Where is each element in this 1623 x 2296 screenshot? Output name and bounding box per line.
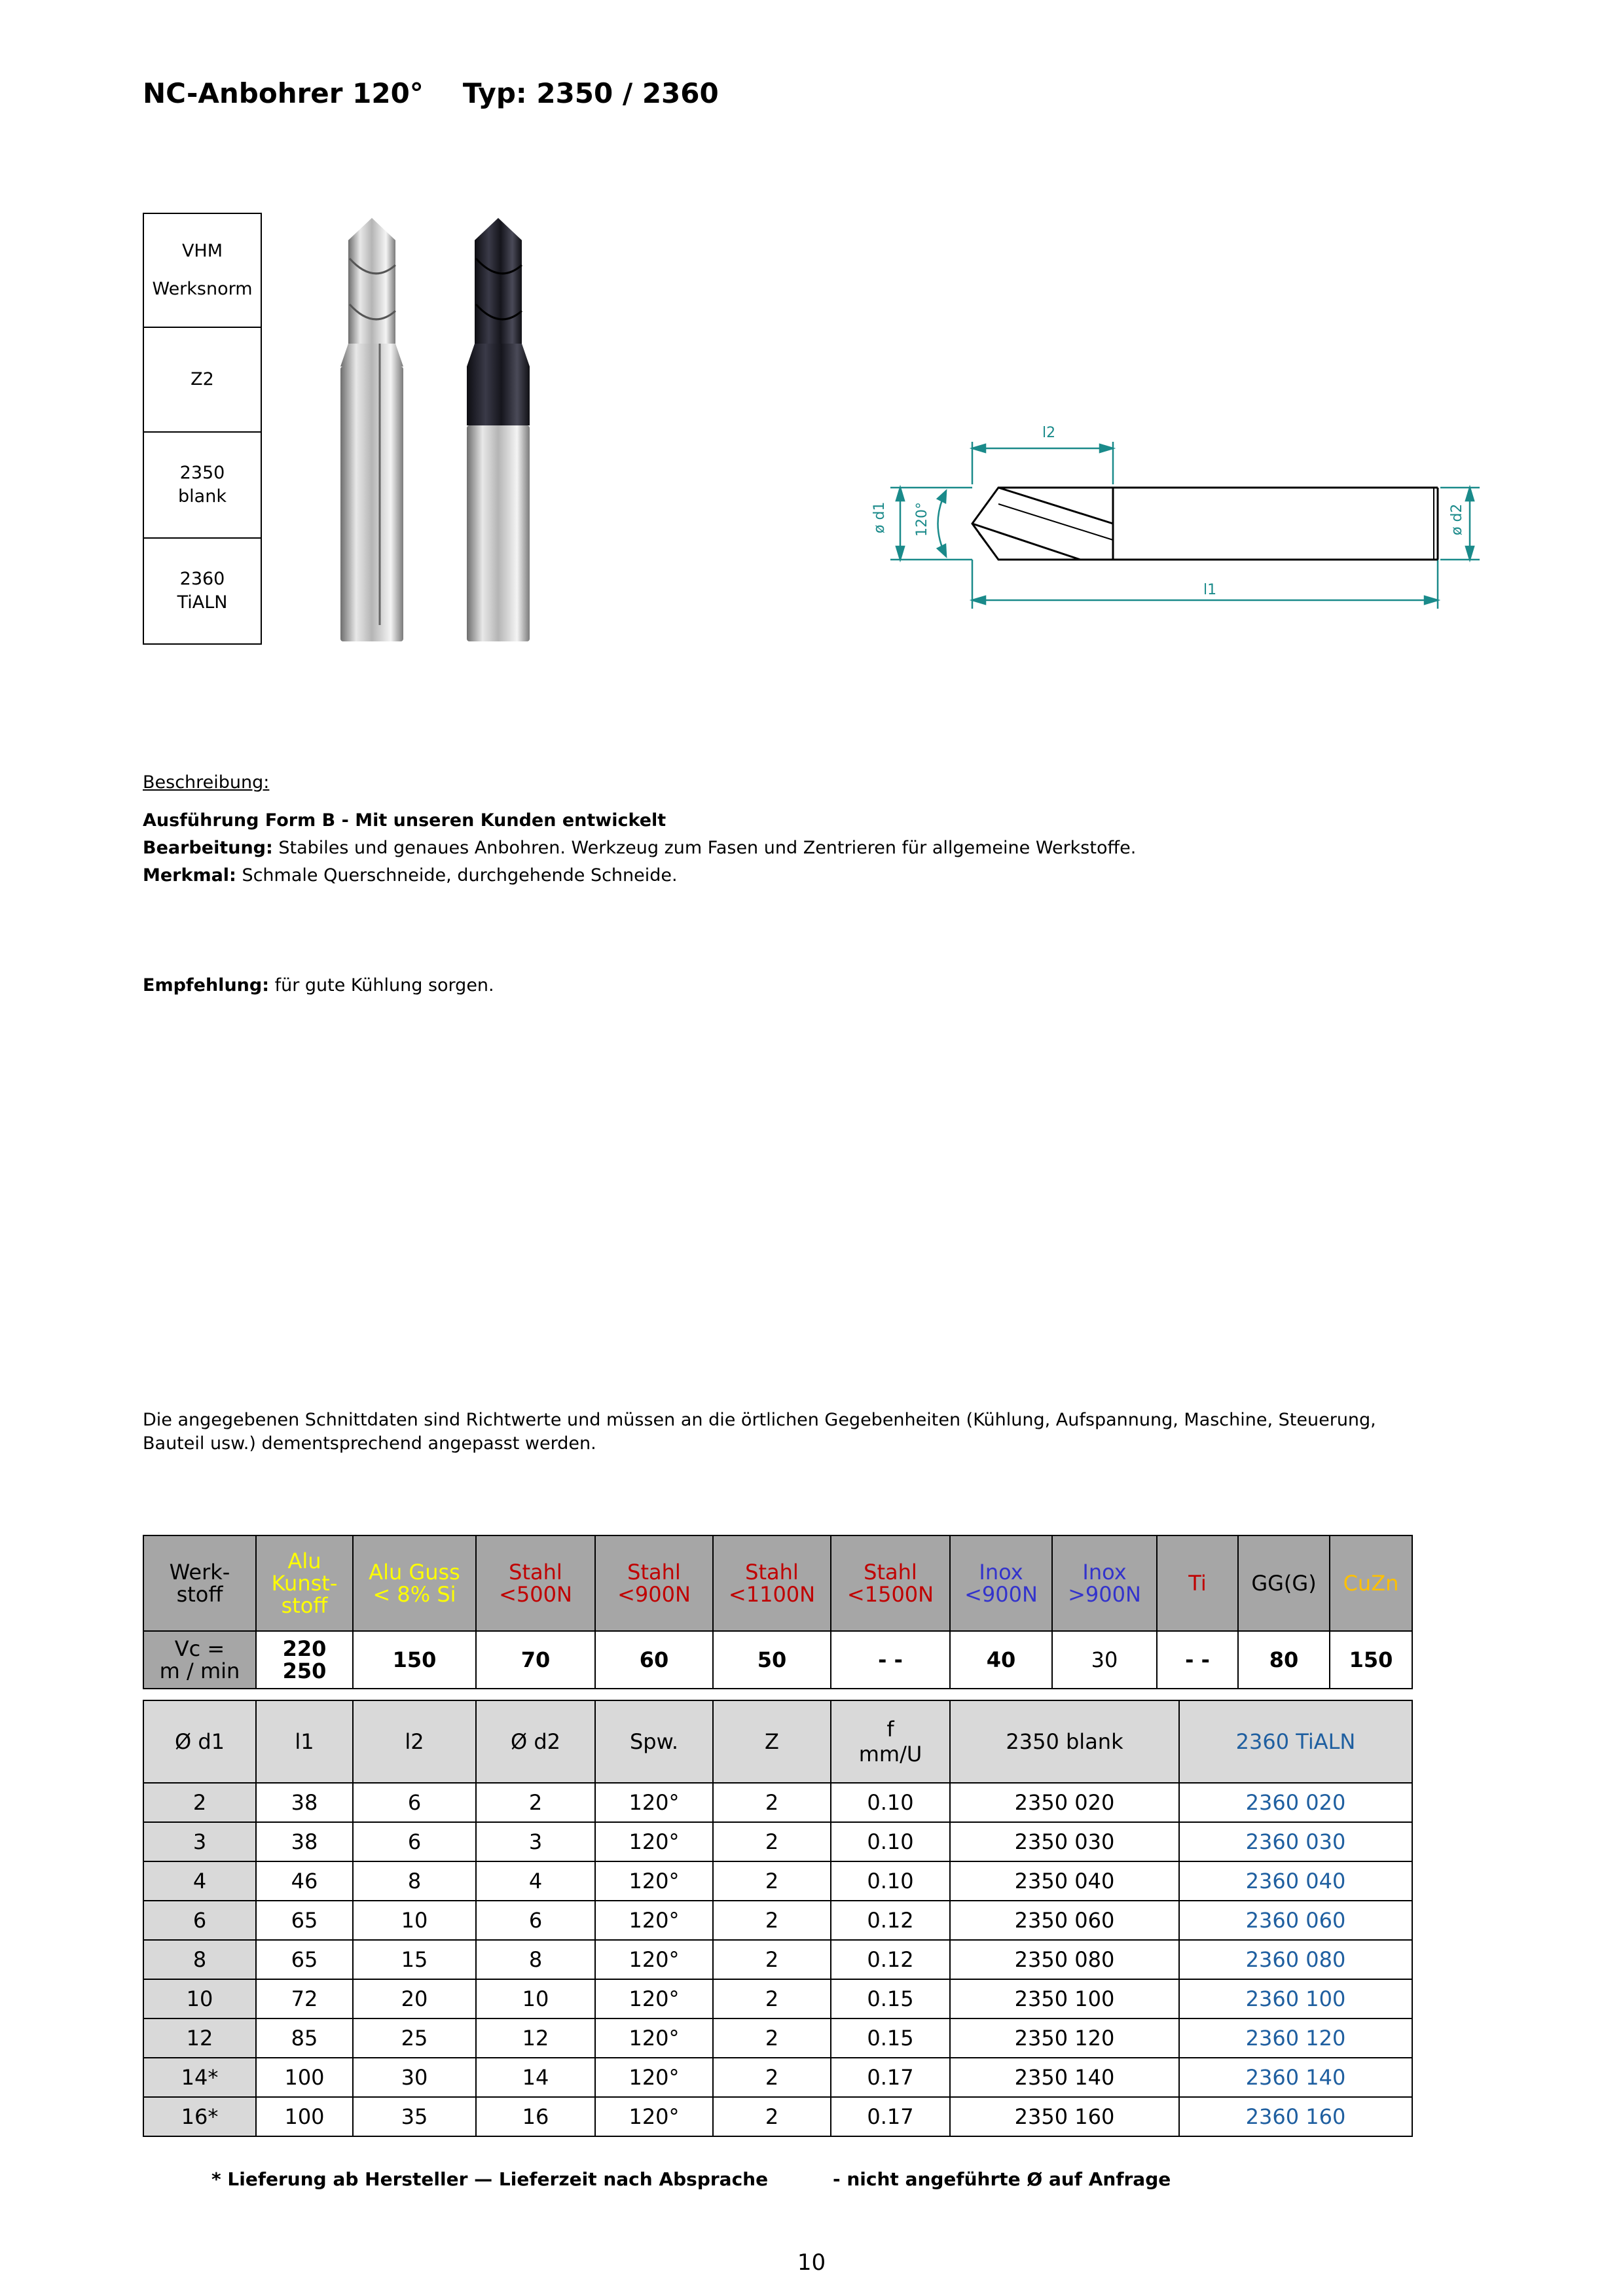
cell-d2: 3: [476, 1822, 595, 1861]
cell-l1: 38: [256, 1783, 353, 1822]
spec-variant1-finish: blank: [178, 486, 227, 507]
cell-code-2350: 2350 020: [950, 1783, 1179, 1822]
material-ggg: [1238, 1535, 1330, 1631]
cell-spw: 120°: [595, 1979, 713, 2018]
cell-d1: 2: [143, 1783, 256, 1822]
cell-z: 2: [713, 1822, 831, 1861]
drill-photos: [340, 213, 537, 645]
spec-norm: Werksnorm: [152, 279, 253, 299]
label-angle: 120°: [914, 502, 930, 537]
material-alu-guss: [353, 1535, 476, 1631]
description-line3: [143, 865, 678, 886]
cell-spw: 120°: [595, 1901, 713, 1940]
cell-l2: 15: [353, 1940, 476, 1979]
technical-drawing: [864, 412, 1493, 622]
cell-spw: 120°: [595, 1940, 713, 1979]
spec-flutes-cell: [144, 328, 261, 433]
cell-code-2360: 2360 120: [1179, 2018, 1412, 2058]
vc-inox-lt900: 40: [950, 1631, 1052, 1689]
cutting-data-disclaimer: Die angegebenen Schnittdaten sind Richtwerte und müssen an die örtlichen Gegebenheiten (Kühlung, Aufspannung, Maschine, Steuerung, Bauteil usw.) dementsprechend angepasst werden.: [143, 1410, 1376, 1454]
drill-2350-blank-image: [340, 218, 403, 641]
cell-code-2360: 2360 060: [1179, 1901, 1412, 1940]
cell-f: 0.17: [831, 2097, 950, 2136]
label-d1: ø d1: [871, 501, 888, 533]
col-d1: Ø d1: [143, 1700, 256, 1783]
description-line3-text: Schmale Querschneide, durchgehende Schneide.: [236, 865, 678, 886]
cell-l1: 85: [256, 2018, 353, 2058]
spec-material-cell: [144, 214, 261, 328]
vc-stahl-500: 70: [476, 1631, 595, 1689]
dimensions-body: [143, 1783, 1412, 2136]
cell-z: 2: [713, 1783, 831, 1822]
material-stahl-1100: [713, 1535, 831, 1631]
drill-2360-tialn-image: [467, 218, 530, 641]
label-l2: l2: [1042, 425, 1056, 441]
cell-d2: 8: [476, 1940, 595, 1979]
cell-code-2360: 2360 160: [1179, 2097, 1412, 2136]
cell-l1: 65: [256, 1940, 353, 1979]
recommendation-text: für gute Kühlung sorgen.: [269, 975, 494, 996]
description-line1: Ausführung Form B - Mit unseren Kunden entwickelt: [143, 810, 666, 831]
dimension-row: [143, 1940, 1412, 1979]
cell-code-2360: 2360 040: [1179, 1861, 1412, 1901]
cell-spw: 120°: [595, 1783, 713, 1822]
cell-code-2350: 2350 040: [950, 1861, 1179, 1901]
dimension-row: [143, 2058, 1412, 2097]
cell-d2: 2: [476, 1783, 595, 1822]
cell-d1: 16*: [143, 2097, 256, 2136]
vc-alu-kunststoff-text: 220 250: [282, 1636, 327, 1683]
cell-code-2350: 2350 060: [950, 1901, 1179, 1940]
cell-code-2350: 2350 120: [950, 2018, 1179, 2058]
cell-z: 2: [713, 1979, 831, 2018]
material-table: [143, 1535, 1413, 1689]
cell-z: 2: [713, 2018, 831, 2058]
cell-code-2350: 2350 160: [950, 2097, 1179, 2136]
dimension-row: [143, 1822, 1412, 1861]
description-heading: Beschreibung:: [143, 772, 270, 793]
description-line3-label: Merkmal:: [143, 865, 236, 886]
cell-code-2350: 2350 030: [950, 1822, 1179, 1861]
vc-inox-gt900: 30: [1052, 1631, 1157, 1689]
material-inox-gt900-text: Inox >900N: [1068, 1560, 1141, 1607]
cell-d1: 12: [143, 2018, 256, 2058]
col-f-text: f mm/U: [858, 1717, 922, 1767]
description-line2: [143, 838, 1136, 858]
spec-variant1-code: 2350: [179, 463, 225, 483]
cell-code-2360: 2360 100: [1179, 1979, 1412, 2018]
cell-f: 0.15: [831, 1979, 950, 2018]
recommendation: [143, 975, 494, 996]
dimensions-header-row: [143, 1700, 1412, 1783]
vc-label: [143, 1631, 256, 1689]
description-line2-label: Bearbeitung:: [143, 838, 273, 858]
col-d2: Ø d2: [476, 1700, 595, 1783]
dimension-row: [143, 1979, 1412, 2018]
product-type: Typ: 2350 / 2360: [462, 77, 719, 109]
vc-alu-guss: 150: [353, 1631, 476, 1689]
material-alu-kunststoff-text: Alu Kunst- stoff: [271, 1549, 338, 1618]
cell-l1: 100: [256, 2097, 353, 2136]
cell-d2: 6: [476, 1901, 595, 1940]
cell-d2: 16: [476, 2097, 595, 2136]
cell-d1: 10: [143, 1979, 256, 2018]
product-name: NC-Anbohrer 120°: [143, 77, 424, 109]
cell-f: 0.12: [831, 1901, 950, 1940]
cell-l1: 100: [256, 2058, 353, 2097]
spec-variant2-cell: [144, 539, 261, 643]
description-line2-text: Stabiles und genaues Anbohren. Werkzeug zum Fasen und Zentrieren für allgemeine Werkstoffe.: [272, 838, 1137, 858]
cell-f: 0.10: [831, 1783, 950, 1822]
vc-row: [143, 1631, 1412, 1689]
cell-l1: 72: [256, 1979, 353, 2018]
cell-spw: 120°: [595, 2018, 713, 2058]
material-ti-text: Ti: [1188, 1571, 1207, 1596]
cell-d1: 6: [143, 1901, 256, 1940]
label-d2: ø d2: [1449, 503, 1465, 535]
vc-stahl-1500: - -: [831, 1631, 950, 1689]
cell-code-2350: 2350 100: [950, 1979, 1179, 2018]
material-stahl-500: [476, 1535, 595, 1631]
cell-f: 0.10: [831, 1822, 950, 1861]
cell-code-2350: 2350 080: [950, 1940, 1179, 1979]
dimension-row: [143, 1861, 1412, 1901]
cell-z: 2: [713, 1901, 831, 1940]
dimension-row: [143, 2018, 1412, 2058]
vc-ti: - -: [1157, 1631, 1238, 1689]
vc-stahl-900: 60: [595, 1631, 713, 1689]
material-label: [143, 1535, 256, 1631]
cell-d1: 4: [143, 1861, 256, 1901]
material-stahl-1500: [831, 1535, 950, 1631]
col-l2: l2: [353, 1700, 476, 1783]
recommendation-label: Empfehlung:: [143, 975, 270, 996]
cell-l1: 65: [256, 1901, 353, 1940]
cell-spw: 120°: [595, 2097, 713, 2136]
col-spw: Spw.: [595, 1700, 713, 1783]
cell-l2: 25: [353, 2018, 476, 2058]
material-stahl-900-text: Stahl <900N: [617, 1560, 691, 1607]
dimension-row: [143, 1783, 1412, 1822]
vc-label-text: Vc = m / min: [159, 1636, 240, 1683]
cell-d1: 3: [143, 1822, 256, 1861]
material-stahl-500-text: Stahl <500N: [499, 1560, 572, 1607]
cell-l1: 38: [256, 1822, 353, 1861]
material-ggg-text: GG(G): [1251, 1571, 1317, 1596]
cell-l2: 8: [353, 1861, 476, 1901]
material-stahl-900: [595, 1535, 713, 1631]
cell-code-2360: 2360 030: [1179, 1822, 1412, 1861]
page-title: [143, 77, 719, 109]
material-inox-lt900-text: Inox <900N: [964, 1560, 1038, 1607]
cell-d2: 14: [476, 2058, 595, 2097]
footnote-other-diameters: - nicht angeführte Ø auf Anfrage: [833, 2168, 1171, 2190]
cell-d2: 4: [476, 1861, 595, 1901]
footnote-delivery: * Lieferung ab Hersteller — Lieferzeit nach Absprache: [211, 2168, 769, 2190]
cell-f: 0.10: [831, 1861, 950, 1901]
cell-l1: 46: [256, 1861, 353, 1901]
cell-spw: 120°: [595, 1822, 713, 1861]
spec-flutes: Z2: [191, 369, 214, 389]
dimension-row: [143, 2097, 1412, 2136]
cell-l2: 10: [353, 1901, 476, 1940]
cell-d1: 14*: [143, 2058, 256, 2097]
cell-z: 2: [713, 2097, 831, 2136]
cell-l2: 30: [353, 2058, 476, 2097]
cell-code-2360: 2360 020: [1179, 1783, 1412, 1822]
cell-d2: 12: [476, 2018, 595, 2058]
spec-material: VHM: [181, 241, 223, 261]
vc-alu-kunststoff: [256, 1631, 353, 1689]
cell-code-2350: 2350 140: [950, 2058, 1179, 2097]
cell-z: 2: [713, 1861, 831, 1901]
cell-l2: 20: [353, 1979, 476, 2018]
page-number: 10: [797, 2250, 826, 2276]
dimensions-table: [143, 1700, 1413, 2137]
material-inox-lt900: [950, 1535, 1052, 1631]
cell-l2: 35: [353, 2097, 476, 2136]
spec-variant1-cell: [144, 433, 261, 539]
vc-cuzn: 150: [1330, 1631, 1412, 1689]
cell-f: 0.15: [831, 2018, 950, 2058]
col-z: Z: [713, 1700, 831, 1783]
material-cuzn: [1330, 1535, 1412, 1631]
material-stahl-1500-text: Stahl <1500N: [847, 1560, 934, 1607]
cell-spw: 120°: [595, 2058, 713, 2097]
label-l1: l1: [1203, 582, 1217, 598]
vc-stahl-1100: 50: [713, 1631, 831, 1689]
material-cuzn-text: CuZn: [1343, 1571, 1399, 1596]
material-ti: [1157, 1535, 1238, 1631]
cell-l2: 6: [353, 1822, 476, 1861]
cell-code-2360: 2360 140: [1179, 2058, 1412, 2097]
cell-l2: 6: [353, 1783, 476, 1822]
cell-z: 2: [713, 1940, 831, 1979]
material-label-text: Werk- stoff: [169, 1560, 230, 1607]
vc-ggg: 80: [1238, 1631, 1330, 1689]
col-l1: l1: [256, 1700, 353, 1783]
material-alu-guss-text: Alu Guss < 8% Si: [369, 1560, 460, 1607]
spec-box: [143, 213, 262, 645]
material-stahl-1100-text: Stahl <1100N: [728, 1560, 816, 1607]
material-inox-gt900: [1052, 1535, 1157, 1631]
spec-variant2-finish: TiALN: [177, 592, 228, 613]
col-2360-tialn: 2360 TiALN: [1179, 1700, 1412, 1783]
cell-d1: 8: [143, 1940, 256, 1979]
material-alu-kunststoff: [256, 1535, 353, 1631]
cell-z: 2: [713, 2058, 831, 2097]
material-header-row: [143, 1535, 1412, 1631]
col-f: [831, 1700, 950, 1783]
spec-variant2-code: 2360: [179, 569, 225, 589]
cell-code-2360: 2360 080: [1179, 1940, 1412, 1979]
col-2350-blank: 2350 blank: [950, 1700, 1179, 1783]
cell-f: 0.12: [831, 1940, 950, 1979]
cell-d2: 10: [476, 1979, 595, 2018]
dimension-row: [143, 1901, 1412, 1940]
cell-spw: 120°: [595, 1861, 713, 1901]
cell-f: 0.17: [831, 2058, 950, 2097]
